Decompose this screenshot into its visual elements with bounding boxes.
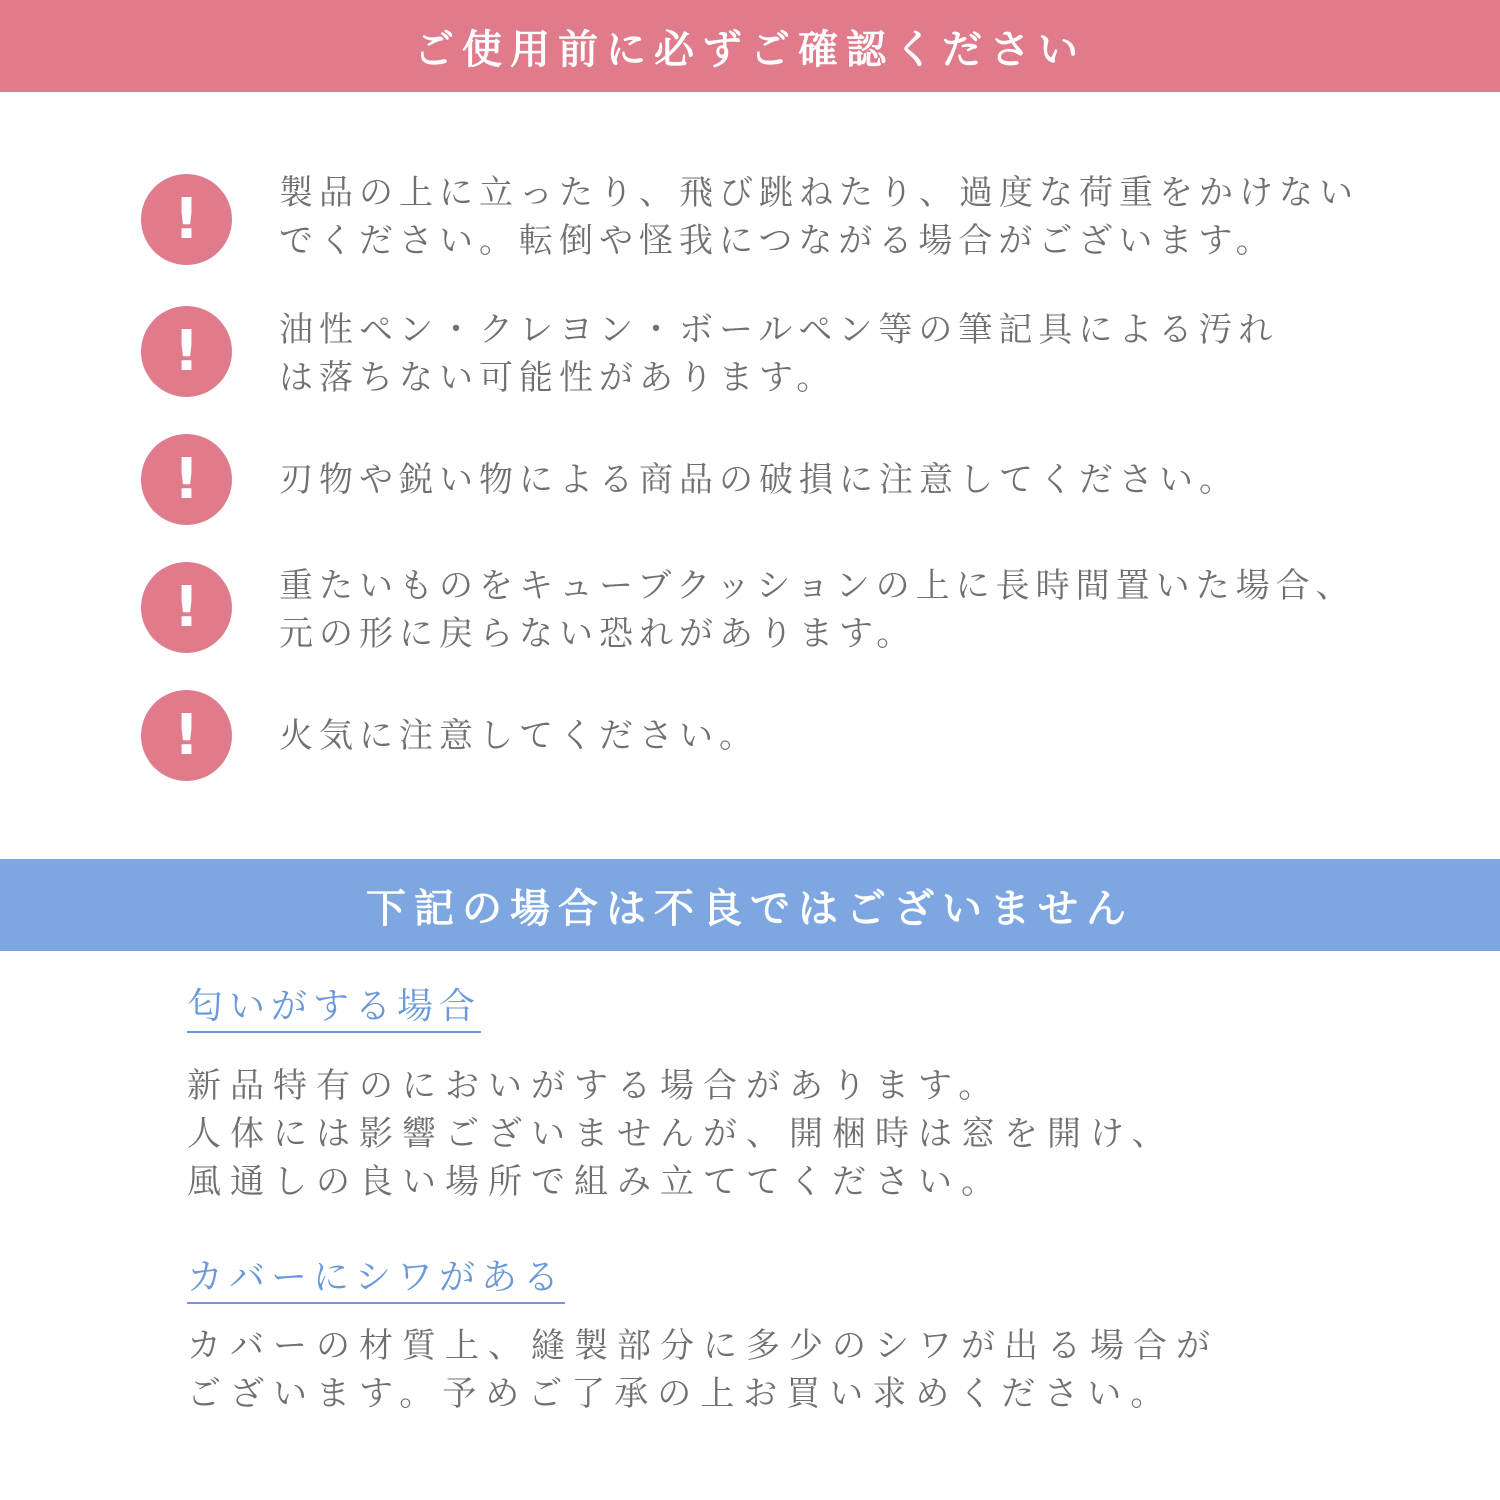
warning-text: 火気に注意してください。 xyxy=(279,716,759,756)
warning-text: 油性ペン・クレヨン・ボールペン等の筆記具による汚れ は落ちない可能性があります。 xyxy=(279,310,1279,398)
warning-text: 製品の上に立ったり、飛び跳ねたり、過度な荷重をかけない でください。転倒や怪我につながる場合がございます。 xyxy=(279,173,1359,261)
warning-text: 重たいものをキューブクッションの上に長時間置いた場合、 元の形に戻らない恐れがあります。 xyxy=(279,566,1356,654)
confirm-header-title: ご使用前に必ずご確認ください xyxy=(414,26,1086,73)
note-body-smell: 新品特有のにおいがする場合があります。 人体には影響ございませんが、開梱時は窓を開け、 風通しの良い場所で組み立ててください。 xyxy=(187,1066,1175,1202)
confirm-header xyxy=(0,0,1500,92)
not-defect-header xyxy=(0,859,1500,951)
note-body-wrinkle: カバーの材質上、縫製部分に多少のシワが出る場合が ございます。予めご了承の上お買い求めください。 xyxy=(187,1326,1219,1414)
warning-text: 刃物や鋭い物による商品の破損に注意してください。 xyxy=(279,460,1239,500)
not-defect-header-title: 下記の場合は不良ではございません xyxy=(366,885,1134,932)
exclamation-icon: ! xyxy=(141,690,232,781)
exclamation-icon: ! xyxy=(141,434,232,525)
exclamation-icon: ! xyxy=(141,174,232,265)
exclamation-icon: ! xyxy=(141,562,232,653)
note-heading-wrinkle: カバーにシワがある xyxy=(187,1256,565,1304)
exclamation-icon: ! xyxy=(141,306,232,397)
note-heading-smell: 匂いがする場合 xyxy=(187,985,481,1033)
